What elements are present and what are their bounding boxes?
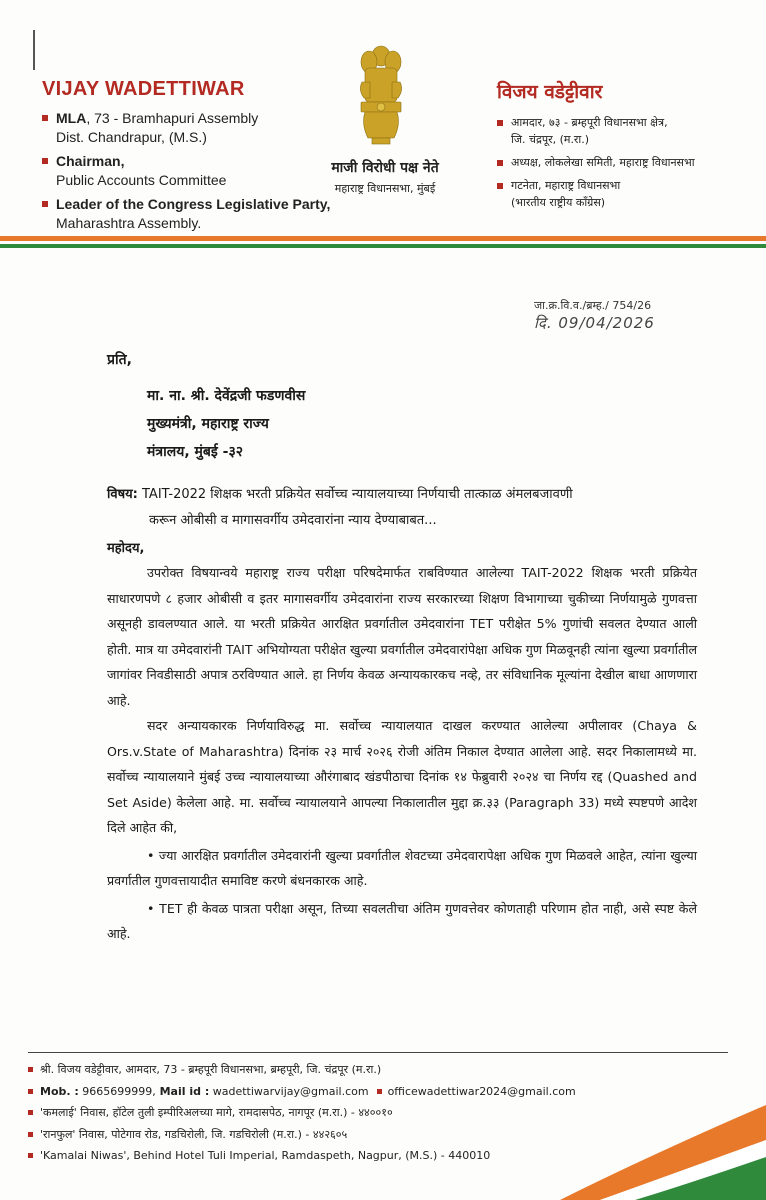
margin-mark — [33, 30, 35, 70]
footer-address-bramhapuri: श्री. विजय वडेट्टीवार, आमदार, 73 - ब्रम्हपूरी विधानसभा, ब्रम्हपूरी, जि. चंद्रपूर (म.रा.) — [28, 1059, 588, 1081]
subject-line-1: TAIT-2022 शिक्षक भरती प्रक्रियेत सर्वोच्च न्यायालयाच्या निर्णयाची तात्काळ अंमलबजावणी — [137, 487, 573, 502]
letterhead-right — [497, 78, 757, 217]
paragraph-2: सदर अन्यायकारक निर्णयाविरुद्ध मा. सर्वोच्च न्यायालयात दाखल करण्यात आलेल्या अपीलावर (Chaya & Ors.v.State of Maharashtra) दिनांक २३ मार्च २०२६ रोजी अंतिम निकाल देण्यात आलेला आहे. सदर निकालामध्ये मा. सर्वोच्च न्यायालयाने मुंबई उच्च न्यायालयाच्या औरंगाबाद खंडपीठाचा दिनांक १४ फेब्रुवारी २०२४ चा निर्णय रद्द (Quashed and Set Aside) केलेला आहे. मा. सर्वोच्च न्यायालयाने आपल्या निकालातील मुद्दा क्र.३३ (Paragraph 33) मध्ये स्पष्टपणे आदेश दिले आहेत की, — [107, 718, 697, 835]
subject-line-2: करून ओबीसी व मागासवर्गीय उमेदवारांना न्याय देण्याबाबत... — [149, 513, 437, 528]
to-label: प्रति, — [107, 352, 132, 368]
subject-label: विषय: — [107, 487, 138, 502]
footer-rule — [28, 1052, 728, 1053]
mobile-number: 9665699999, — [78, 1084, 156, 1098]
reference-number: जा.क्र.वि.व./ब्रम्ह./ 754/26 — [534, 299, 652, 312]
paragraph-1: उपरोक्त विषयान्वये महाराष्ट्र राज्य परीक्षा परिषदेमार्फत राबविण्यात आलेल्या TAIT-2022 शिक्षक भरती प्रक्रियेत साधारणपणे ८ हजार ओबीसी व इतर मागासवर्गीय उमेदवारांना राज्य सरकारच्या शिक्षण विभागाच्या चुकीच्या निर्णयामुळे गुणवत्ता असूनही डावलण्यात आले. या भरती प्रक्रियेत आरक्षित प्रवर्गातील उमेदवारांना TET परीक्षेत 5% गुणांची सवलत देण्यात आली होती. मात्र या उमेदवारांनी TAIT अभियोग्यता परीक्षेत खुल्या प्रवर्गातील उमेदवारांपेक्षा अधिक गुण मिळवूनही त्यांना खुल्या प्रवर्गातील जागांवर निवडीसाठी अपात्र ठरविण्यात आले. हा निर्णय केवळ अन्यायकारकच नव्हे, तर संविधानिक मूल्यांना देखील बाधा आणणारा आहे. — [107, 565, 697, 708]
footer-address-nagpur-english: 'Kamalai Niwas', Behind Hotel Tuli Imperial, Ramdaspeth, Nagpur, (M.S.) - 440010 — [28, 1145, 588, 1167]
footer-address-gadchiroli: 'रानफुल' निवास, पोटेगाव रोड, गडचिरोली, जि. गडचिरोली (म.रा.) - ४४२६०५ — [28, 1124, 588, 1146]
left-item-leader: Leader of the Congress Legislative Party, Maharashtra Assembly. — [42, 195, 332, 233]
email-office[interactable]: officewadettiwar2024@gmail.com — [387, 1084, 576, 1098]
recipient-name: मा. ना. श्री. देवेंद्रजी फडणवीस — [147, 388, 306, 404]
left-item-chairman: Chairman, Public Accounts Committee — [42, 152, 332, 190]
left-item-mla: MLA, 73 - Bramhapuri Assembly Dist. Chandrapur, (M.S.) — [42, 109, 332, 147]
letterhead-name-english: VIJAY WADETTIWAR — [42, 78, 245, 100]
letter-body — [107, 560, 697, 947]
email-primary[interactable]: wadettiwarvijay@gmail.com — [209, 1084, 369, 1098]
footer-address-nagpur: 'कमलाई' निवास, हॉटेल तुली इम्पीरिअलच्या मागे, रामदासपेठ, नागपूर (म.रा.) - ४४००१० — [28, 1102, 588, 1124]
right-item-chairman: अध्यक्ष, लोकलेखा समिती, महाराष्ट्र विधानसभा — [497, 154, 757, 171]
recipient-address — [147, 382, 305, 466]
subject-block — [107, 482, 667, 534]
green-stripe — [0, 244, 766, 248]
letter-date: दि. 09/04/2026 — [534, 314, 655, 332]
letterhead-left — [42, 78, 332, 238]
footer-contact-row: Mob. : 9665699999, Mail id : wadettiwarvijay@gmail.com officewadettiwar2024@gmail.com — [28, 1081, 588, 1103]
right-item-mla: आमदार, ७३ - ब्रम्हपूरी विधानसभा क्षेत्र, जि. चंद्रपूर, (म.रा.) — [497, 114, 757, 148]
point-2: • TET ही केवळ पात्रता परीक्षा असून, तिच्या सवलतीचा अंतिम गुणवत्तेवर कोणताही परिणाम होत नाही, असे स्पष्ट केले आहे. — [107, 900, 697, 941]
recipient-office: मंत्रालय, मुंबई -३२ — [147, 444, 244, 460]
former-lop-title: माजी विरोधी पक्ष नेते — [331, 160, 439, 176]
point-1: • ज्या आरक्षित प्रवर्गातील उमेदवारांनी खुल्या प्रवर्गातील शेवटच्या उमेदवारापेक्षा अधिक गुण मिळवले आहेत, त्यांना खुल्या प्रवर्गातील गुणवत्तायादीत समाविष्ट करणे बंधनकारक आहे. — [107, 847, 697, 888]
letterhead-name-marathi: विजय वडेट्टीवार — [497, 81, 603, 103]
national-emblem-icon — [352, 38, 410, 148]
footer-contact — [28, 1059, 588, 1167]
tricolor-swoosh-graphic — [560, 1085, 766, 1200]
recipient-designation: मुख्यमंत्री, महाराष्ट्र राज्य — [147, 416, 269, 432]
salutation: महोदय, — [107, 541, 145, 556]
assembly-subtitle: महाराष्ट्र विधानसभा, मुंबई — [334, 182, 436, 195]
right-item-group-leader: गटनेता, महाराष्ट्र विधानसभा (भारतीय राष्ट्रीय काँग्रेस) — [497, 177, 757, 211]
